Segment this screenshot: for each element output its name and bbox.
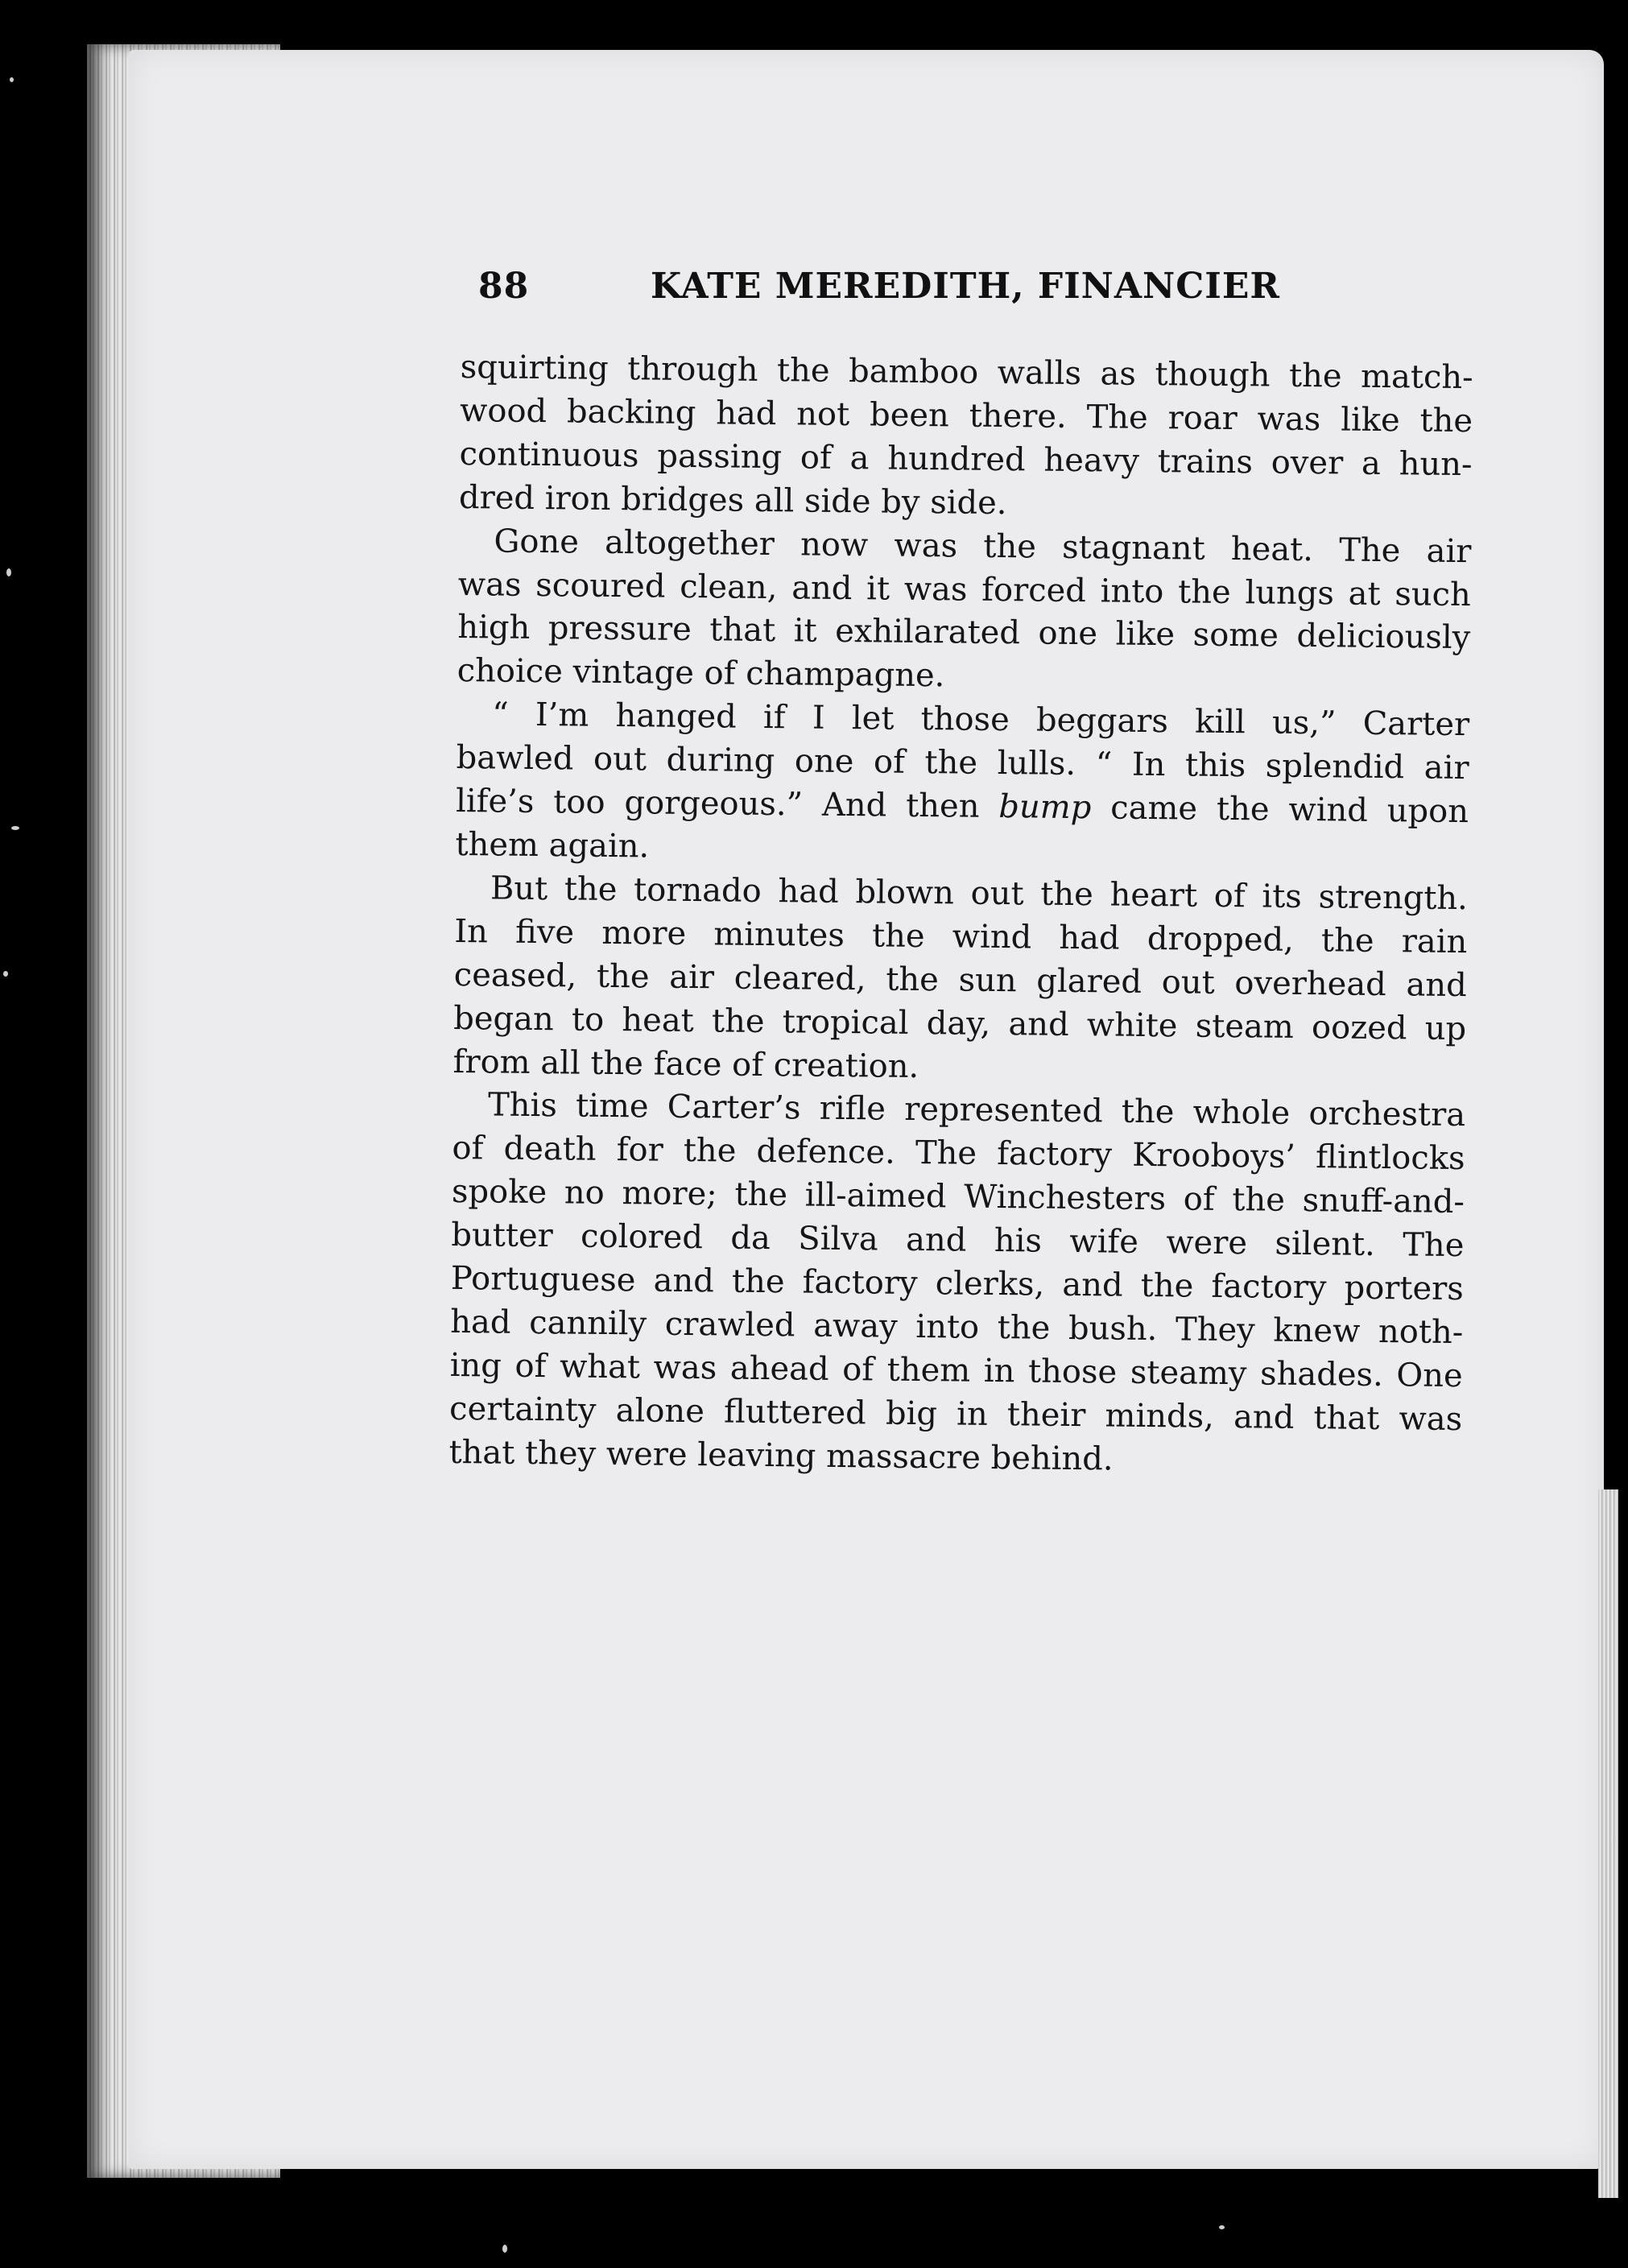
text-line: that they were leaving massacre behind. (448, 1433, 1114, 1478)
text-line: certainty alone fluttered big in their minds, and that was (448, 1390, 1463, 1438)
text-line: This time Carter’s rifle represented the whole orchestra (487, 1086, 1466, 1134)
text-line: bawled out during one of the lulls. “ In this splendid air (456, 739, 1469, 787)
text-line: choice vintage of champagne. (457, 652, 945, 695)
scan-speck (6, 568, 11, 576)
text-line: began to heat the tropical day, and white steam oozed up (453, 999, 1467, 1047)
running-head (478, 266, 1469, 314)
text-line: Portuguese and the factory clerks, and the factory porters (450, 1259, 1465, 1308)
emphasis-word: bump (998, 788, 1092, 827)
text-line: But the tornado had blown out the heart of its strength. (490, 870, 1469, 918)
text-line: Gone altogether now was the stagnant heat. The air (494, 523, 1472, 570)
text-line: ing of what was ahead of them in those steamy shades. One (449, 1346, 1463, 1394)
text-line: them again. (455, 825, 650, 865)
scan-speck (10, 77, 14, 82)
body-text (448, 346, 1473, 1485)
text-line: was scoured clean, and it was forced into the lungs at such (457, 565, 1472, 613)
text-line: of death for the defence. The factory Krooboys’ flintlocks (452, 1130, 1465, 1178)
scan-speck (3, 971, 8, 977)
text-line: wood backing had not been there. The roar was like the (459, 391, 1473, 440)
text-line: high pressure that it exhilarated one like some deliciously (457, 609, 1471, 657)
text-line: dred iron bridges all side by side. (458, 478, 1007, 522)
paragraph-1 (459, 346, 1473, 531)
page-number: 88 (478, 266, 530, 307)
text-line: from all the face of creation. (452, 1043, 919, 1085)
text-line: had cannily crawled away into the bush. They knew noth- (450, 1303, 1464, 1352)
paragraph-5 (448, 1084, 1465, 1485)
text-fragment: came the wind upon (1091, 789, 1469, 831)
text-line: continuous passing of a hundred heavy trains over a hun- (459, 435, 1473, 483)
text-line: butter colored da Silva and his wife were silent. The (451, 1217, 1465, 1265)
paragraph-4 (452, 867, 1468, 1095)
paragraph-3 (455, 693, 1469, 878)
scan-speck (11, 826, 19, 830)
text-line: “ I’m hanged if I let those beggars kill us,” Carter (491, 696, 1470, 744)
text-line: squirting through the bamboo walls as though the match- (460, 348, 1473, 397)
scan-speck (1219, 2225, 1225, 2229)
scan-speck (502, 2245, 507, 2253)
paragraph-2 (457, 520, 1471, 704)
text-line: ceased, the air cleared, the sun glared out overhead and (453, 956, 1467, 1004)
book-title: KATE MEREDITH, FINANCIER (651, 266, 1280, 307)
text-line: In five more minutes the wind had dropped, the rain (454, 912, 1468, 960)
text-line: spoke no more; the ill-aimed Winchesters of the snuff-and- (451, 1173, 1465, 1221)
right-page-edge (1598, 1489, 1618, 2198)
text-fragment: life’s too gorgeous.” And then (455, 783, 980, 825)
